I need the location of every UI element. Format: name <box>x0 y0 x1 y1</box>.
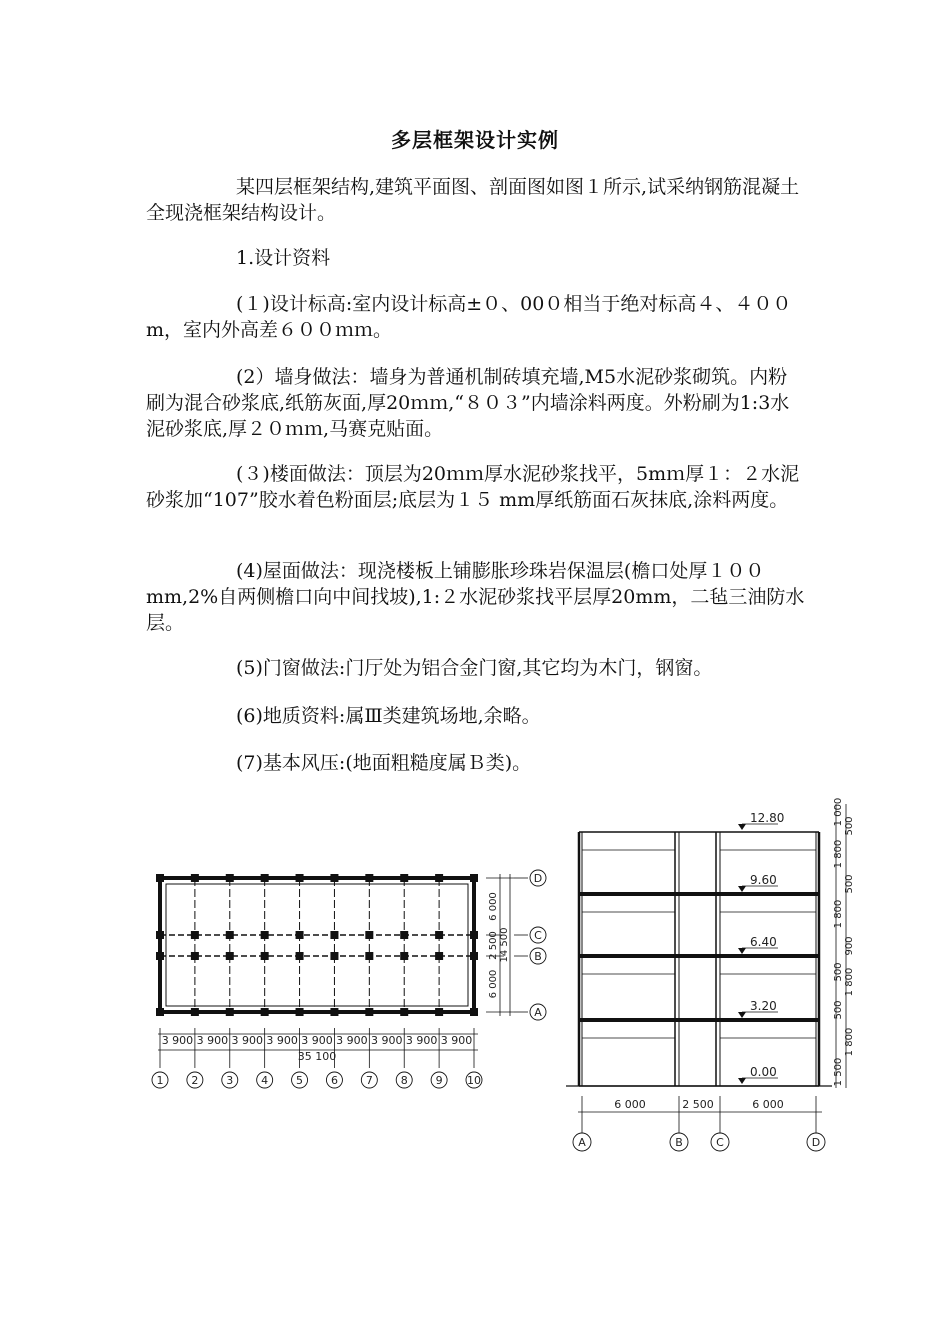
section-height-dimension: 500 <box>844 816 855 836</box>
bay-dimension: 3 900 <box>196 1034 229 1047</box>
plan-axis-label: 2 <box>191 1074 199 1087</box>
figure-1 <box>146 796 858 1168</box>
row-axis-label: D <box>533 872 543 885</box>
level-marker <box>738 1078 746 1084</box>
plan-axis-label: 4 <box>261 1074 269 1087</box>
level-label: 6.40 <box>750 935 777 949</box>
bay-dimension: 3 900 <box>231 1034 263 1047</box>
level-label: 3.20 <box>750 999 777 1013</box>
level-label: 0.00 <box>750 1065 777 1079</box>
section-height-dimension: 500 <box>833 1000 844 1020</box>
document-title: 多层框架设计实例 <box>391 128 559 152</box>
section-axis-label: D <box>811 1136 821 1149</box>
level-marker <box>738 824 746 830</box>
section-height-dimension: 1 800 <box>844 967 855 997</box>
section-height-dimension: 1 800 <box>833 839 844 869</box>
bay-dimension: 3 900 <box>301 1034 333 1047</box>
span-dimension: 2 500 <box>488 931 499 960</box>
section-height-dimension: 1 500 <box>833 1057 844 1087</box>
level-marker <box>738 886 746 892</box>
building-section <box>566 804 846 1118</box>
section-span-dimension: 6 000 <box>614 1098 646 1111</box>
item-design-elevation: (１)设计标高:室内设计标高±０、00０相当于绝对标高４、４００m，室内外高差６００ｍｍ。 <box>146 293 792 341</box>
section-height-dimension: 1 800 <box>833 899 844 929</box>
section-height-dimension: 500 <box>844 874 855 894</box>
span-dimension: 6 000 <box>488 892 499 921</box>
bay-dimension: 3 900 <box>440 1034 473 1047</box>
item-wind-pressure: (7)基本风压:(地面粗糙度属Ｂ类)。 <box>236 752 532 774</box>
level-marker <box>738 1012 746 1018</box>
bay-dimension: 3 900 <box>161 1034 194 1047</box>
section-axis-label: B <box>675 1136 683 1149</box>
level-marker <box>738 948 746 954</box>
section-height-dimension: 900 <box>844 936 855 956</box>
item-floor: (３)楼面做法：顶层为20ｍｍ厚水泥砂浆找平，5mｍ厚１：２水泥砂浆加“107”胶水着色粉面层;底层为１５ mm厚纸筋面石灰抹底,涂料两度。 <box>146 463 800 511</box>
section-height-dimension: 500 <box>833 962 844 982</box>
bay-dimension: 3 900 <box>371 1034 403 1047</box>
row-axis-label: A <box>534 1006 542 1019</box>
total-width-dimension: 14 500 <box>499 927 510 963</box>
section-span-dimension: 2 500 <box>682 1098 714 1111</box>
bay-dimension: 3 900 <box>336 1034 368 1047</box>
level-label: 12.80 <box>750 811 785 825</box>
plan-axis-label: 9 <box>435 1074 443 1087</box>
bay-dimension: 3 900 <box>405 1034 438 1047</box>
plan-axis-label: 10 <box>467 1074 481 1087</box>
item-geology: (6)地质资料:属Ⅲ类建筑场地,余略。 <box>236 705 541 727</box>
section-axis-label: C <box>716 1136 724 1149</box>
row-axis-label: B <box>534 950 542 963</box>
total-length-dimension: 35 100 <box>297 1050 337 1063</box>
plan-axis-label: 6 <box>330 1074 338 1087</box>
plan-axis-label: 1 <box>156 1074 164 1087</box>
plan-axis-label: 7 <box>365 1074 373 1087</box>
plan-axis-label: 3 <box>226 1074 234 1087</box>
item-wall: (2）墙身做法：墙身为普通机制砖填充墙,M5水泥砂浆砌筑。内粉刷为混合砂浆底,纸筋灰面,厚20ｍｍ,“８０３”内墙涂料两度。外粉刷为1:3水泥砂浆底,厚２０ｍｍ,马赛克贴面。 <box>146 366 790 440</box>
section-span-dimension: 6 000 <box>752 1098 784 1111</box>
level-label: 9.60 <box>750 873 777 887</box>
item-doors-windows: (5)门窗做法:门厅处为铝合金门窗,其它均为木门，钢窗。 <box>236 657 713 679</box>
intro-paragraph: 某四层框架结构,建筑平面图、剖面图如图１所示,试采纳钢筋混凝土全现浇框架结构设计。 <box>146 176 800 224</box>
section-height-dimension: 1 800 <box>844 1027 855 1057</box>
plan-axis-label: 8 <box>400 1074 408 1087</box>
section-heading: 1.设计资料 <box>236 247 331 269</box>
plan-axis-label: 5 <box>296 1074 304 1087</box>
section-height-dimension: 1 000 <box>833 797 844 827</box>
section-axis-label: A <box>578 1136 586 1149</box>
row-axis-label: C <box>534 929 542 942</box>
span-dimension: 6 000 <box>488 969 499 999</box>
bay-dimension: 3 900 <box>266 1034 298 1047</box>
item-roof: (4)屋面做法：现浇楼板上铺膨胀珍珠岩保温层(檐口处厚１００ mm,2%自两侧檐口向中间找坡),1:２水泥砂浆找平层厚20mm，二毡三油防水层。 <box>146 560 805 634</box>
